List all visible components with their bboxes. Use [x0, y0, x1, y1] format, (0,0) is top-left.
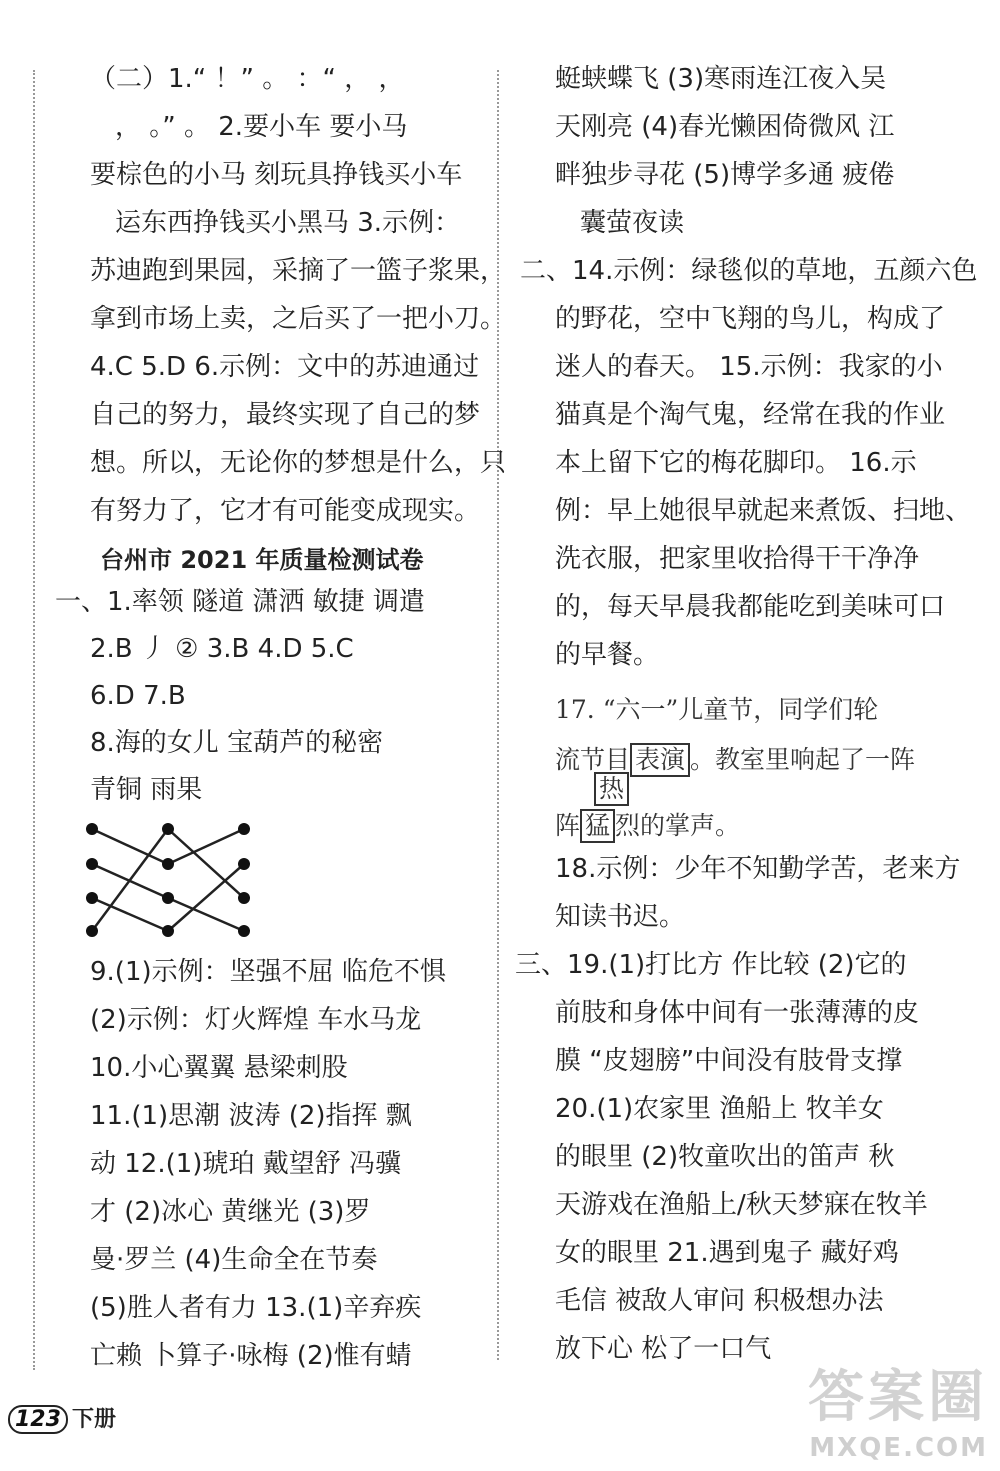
answer-line: 畔独步寻花 (5)博学多通 疲倦	[555, 160, 895, 190]
answer-line: 18.示例：少年不知勤学苦，老来方	[555, 854, 961, 884]
answer-line: 自己的努力，最终实现了自己的梦	[90, 400, 481, 430]
answer-line: ， 。” 。 2.要小车 要小马	[115, 112, 408, 142]
answer-line: 知读书迟。	[555, 902, 686, 932]
correction-box: 猛	[580, 809, 615, 843]
handwritten-line	[555, 806, 740, 843]
answer-line: 迷人的春天。 15.示例：我家的小	[555, 352, 943, 382]
answer-line: 6.D 7.B	[90, 681, 186, 711]
answer-line: 苏迪跑到果园，采摘了一篮子浆果，	[90, 256, 507, 286]
answer-line: 动 12.(1)琥珀 戴望舒 冯骥	[90, 1149, 401, 1179]
watermark-url: MXQE.COM	[809, 1433, 988, 1463]
answer-line: 有努力了，它才有可能变成现实。	[90, 496, 481, 526]
answer-line: 20.(1)农家里 渔船上 牧羊女	[555, 1094, 884, 1124]
answer-line: 例：早上她很早就起来煮饭、扫地、	[555, 496, 972, 526]
answer-line: （二）1.“ ！” 。 ：“ ， ，	[90, 64, 405, 94]
left-dotted-rule	[33, 70, 35, 1370]
answer-line: 的早餐。	[555, 640, 660, 670]
answer-line: 猫真是个淘气鬼，经常在我的作业	[555, 400, 946, 430]
watermark	[808, 1353, 988, 1463]
answer-line: 的，每天早晨我都能吃到美味可口	[555, 592, 946, 622]
correction-box: 热	[594, 772, 629, 806]
answer-line: 天游戏在渔船上/秋天梦寐在牧羊	[555, 1190, 928, 1220]
answer-line: 青铜 雨果	[90, 775, 203, 805]
answer-line: 9.(1)示例：坚强不屈 临危不惧	[90, 957, 446, 987]
answer-line: 8.海的女儿 宝葫芦的秘密	[90, 728, 384, 758]
page-number: 123	[8, 1405, 68, 1434]
answer-line: 11.(1)思潮 波涛 (2)指挥 飘	[90, 1101, 412, 1131]
answer-line: 蜓蛱蝶飞 (3)寒雨连江夜入吴	[555, 64, 887, 94]
handwritten-line: 17. “六一”儿童节，同学们轮	[555, 695, 879, 724]
volume-label: 下册	[71, 1407, 116, 1432]
answer-line: 洗衣服，把家里收拾得干干净净	[555, 544, 920, 574]
handwritten-text: 阵	[555, 811, 581, 840]
answer-line: 三、19.(1)打比方 作比较 (2)它的	[515, 950, 907, 980]
answer-line: 的野花，空中飞翔的鸟儿，构成了	[555, 304, 946, 334]
answer-line: (5)胜人者有力 13.(1)辛弃疾	[90, 1293, 422, 1323]
answer-line: 二、14.示例：绿毯似的草地，五颜六色	[520, 256, 978, 286]
answer-line: 膜 “皮翅膀”中间没有肢骨支撑	[555, 1046, 903, 1076]
handwritten-text: 。教室里响起了一阵	[690, 745, 916, 774]
answer-line: 毛信 被敌人审问 积极想办法	[555, 1286, 884, 1316]
answer-line: 要棕色的小马 刻玩具挣钱买小车	[90, 160, 463, 190]
answer-line: 放下心 松了一口气	[555, 1334, 772, 1364]
answer-line: 才 (2)冰心 黄继光 (3)罗	[90, 1197, 371, 1227]
matching-lines-diagram	[80, 818, 260, 940]
answer-line: 天刚亮 (4)春光懒困倚微风 江	[555, 112, 895, 142]
section-title: 台州市 2021 年质量检测试卷	[100, 546, 424, 574]
answer-line: 前肢和身体中间有一张薄薄的皮	[555, 998, 920, 1028]
answer-line: 4.C 5.D 6.示例：文中的苏迪通过	[90, 352, 480, 382]
correction-box: 表演	[630, 743, 690, 777]
answer-line: 囊萤夜读	[580, 208, 685, 238]
answer-line: 运东西挣钱买小黑马 3.示例：	[115, 208, 461, 238]
handwritten-insert	[594, 772, 629, 806]
handwritten-text: 烈的掌声。	[615, 811, 741, 840]
answer-line: 10.小心翼翼 悬梁刺股	[90, 1053, 348, 1083]
page-footer	[8, 1402, 116, 1434]
answer-line: 一、1.率领 隧道 潇洒 敏捷 调遣	[55, 587, 425, 617]
answer-line: 的眼里 (2)牧童吹出的笛声 秋	[555, 1142, 895, 1172]
answer-line: 亡赖 卜算子·咏梅 (2)惟有蜻	[90, 1341, 412, 1371]
handwritten-text: 流节目	[555, 745, 631, 774]
answer-line: 2.B 丿 ② 3.B 4.D 5.C	[90, 634, 354, 664]
watermark-logo-text: 答案圈	[808, 1365, 988, 1430]
answer-line: 本上留下它的梅花脚印。 16.示	[555, 448, 917, 478]
answer-line: 曼·罗兰 (4)生命全在节奏	[90, 1245, 378, 1275]
answer-line: 想。所以，无论你的梦想是什么，只	[90, 448, 507, 478]
answer-line: (2)示例：灯火辉煌 车水马龙	[90, 1005, 422, 1035]
answer-line: 女的眼里 21.遇到鬼子 藏好鸡	[555, 1238, 899, 1268]
answer-line: 拿到市场上卖，之后买了一把小刀。	[90, 304, 507, 334]
